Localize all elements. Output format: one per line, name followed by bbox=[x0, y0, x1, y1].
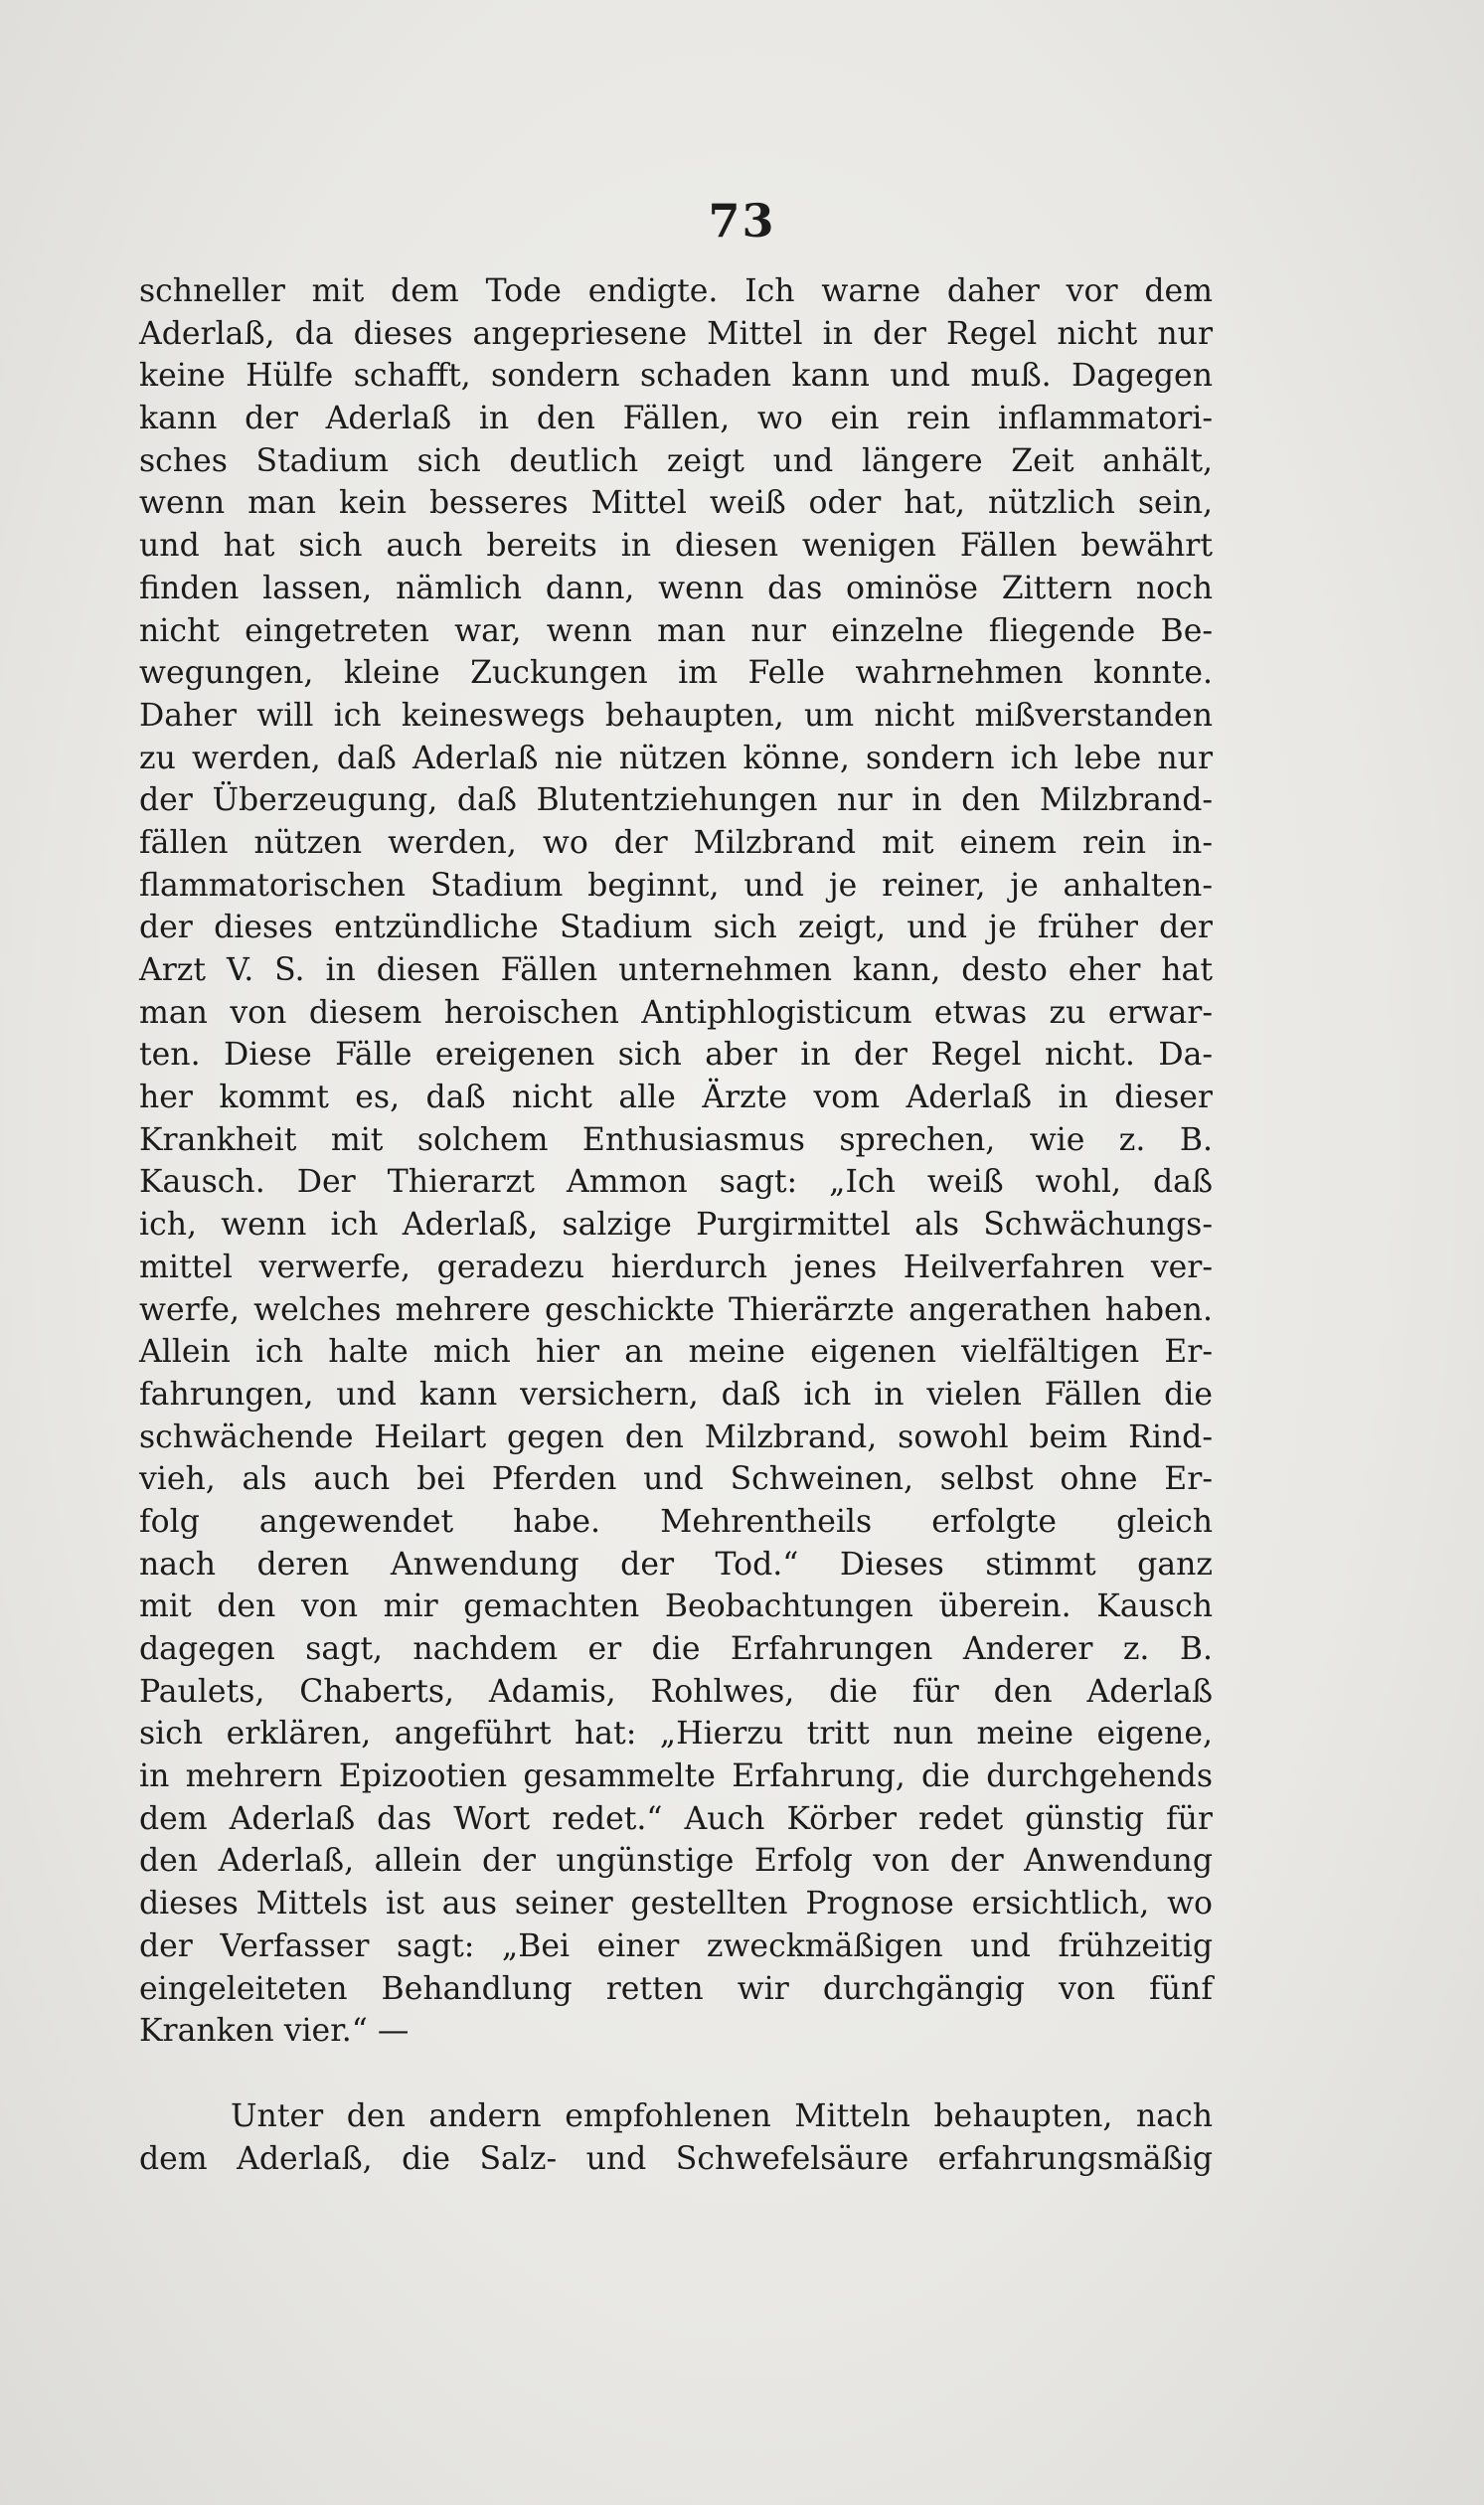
text-line: schneller mit dem Tode endigte. Ich warne daher vor dem bbox=[139, 273, 1213, 309]
text-line: her kommt es, daß nicht alle Ärzte vom Aderlaß in dieser bbox=[139, 1080, 1213, 1116]
text-line: finden lassen, nämlich dann, wenn das ominöse Zittern noch bbox=[139, 570, 1213, 606]
paragraph-gap bbox=[139, 2053, 1213, 2095]
paragraph-2 bbox=[139, 2095, 1213, 2180]
text-line: den Aderlaß, allein der ungünstige Erfolg von der Anwendung bbox=[139, 1843, 1213, 1880]
text-line: sich erklären, angeführt hat: „Hierzu tritt nun meine eigene, bbox=[139, 1716, 1213, 1753]
text-line: Daher will ich keineswegs behaupten, um nicht mißverstanden bbox=[139, 697, 1213, 734]
text-line: Allein ich halte mich hier an meine eigenen vielfältigen Er- bbox=[139, 1334, 1213, 1371]
text-line: der Verfasser sagt: „Bei einer zweckmäßigen und frühzeitig bbox=[139, 1927, 1213, 1964]
text-line: nach deren Anwendung der Tod.“ Dieses stimmt ganz bbox=[139, 1546, 1213, 1583]
text-line: Paulets, Chaberts, Adamis, Rohlwes, die für den Aderlaß bbox=[139, 1673, 1213, 1710]
page-number: 73 bbox=[708, 194, 776, 248]
text-line: dagegen sagt, nachdem er die Erfahrungen Anderer z. B. bbox=[139, 1631, 1213, 1667]
text-line: flammatorischen Stadium beginnt, und je reiner, je anhalten- bbox=[139, 867, 1213, 904]
text-line: Kausch. Der Thierarzt Ammon sagt: „Ich weiß wohl, daß bbox=[139, 1164, 1213, 1201]
text-line: nicht eingetreten war, wenn man nur einzelne fliegende Be- bbox=[139, 612, 1213, 649]
text-line: wegungen, kleine Zuckungen im Felle wahrnehmen konnte. bbox=[139, 655, 1213, 692]
text-line: folg angewendet habe. Mehrentheils erfolgte gleich bbox=[139, 1503, 1213, 1540]
text-line: eingeleiteten Behandlung retten wir durchgängig von fünf bbox=[139, 1970, 1213, 2007]
text-line: ten. Diese Fälle ereigenen sich aber in der Regel nicht. Da- bbox=[139, 1037, 1213, 1074]
text-line: schwächende Heilart gegen den Milzbrand, sowohl beim Rind- bbox=[139, 1419, 1213, 1455]
text-line: dieses Mittels ist aus seiner gestellten Prognose ersichtlich, wo bbox=[139, 1886, 1213, 1922]
text-line: wenn man kein besseres Mittel weiß oder hat, nützlich sein, bbox=[139, 485, 1213, 522]
text-line: der Überzeugung, daß Blutentziehungen nur in den Milzbrand- bbox=[139, 782, 1213, 819]
text-line: man von diesem heroischen Antiphlogisticum etwas zu erwar- bbox=[139, 994, 1213, 1031]
text-line: kann der Aderlaß in den Fällen, wo ein rein inflammatori- bbox=[139, 401, 1213, 437]
text-line: Krankheit mit solchem Enthusiasmus sprechen, wie z. B. bbox=[139, 1121, 1213, 1158]
text-line: mittel verwerfe, geradezu hierdurch jenes Heilverfahren ver- bbox=[139, 1249, 1213, 1285]
text-line: vieh, als auch bei Pferden und Schweinen, selbst ohne Er- bbox=[139, 1461, 1213, 1498]
text-line: und hat sich auch bereits in diesen wenigen Fällen bewährt bbox=[139, 528, 1213, 565]
text-line: Unter den andern empfohlenen Mitteln behaupten, nach bbox=[231, 2097, 1213, 2134]
text-line: Kranken vier.“ — bbox=[139, 2013, 410, 2050]
text-line: fahrungen, und kann versichern, daß ich in vielen Fällen die bbox=[139, 1376, 1213, 1413]
text-line: mit den von mir gemachten Beobachtungen überein. Kausch bbox=[139, 1588, 1213, 1625]
text-line: der dieses entzündliche Stadium sich zeigt, und je früher der bbox=[139, 910, 1213, 946]
paragraph-1 bbox=[139, 270, 1213, 2053]
text-line: werfe, welches mehrere geschickte Thierärzte angerathen haben. bbox=[139, 1291, 1213, 1328]
text-line: dem Aderlaß das Wort redet.“ Auch Körber redet günstig für bbox=[139, 1800, 1213, 1837]
body-text bbox=[139, 270, 1213, 2180]
text-line: keine Hülfe schafft, sondern schaden kann und muß. Dagegen bbox=[139, 358, 1213, 395]
text-line: zu werden, daß Aderlaß nie nützen könne, sondern ich lebe nur bbox=[139, 740, 1213, 776]
text-line: Aderlaß, da dieses angepriesene Mittel in der Regel nicht nur bbox=[139, 315, 1213, 352]
text-line: fällen nützen werden, wo der Milzbrand mit einem rein in- bbox=[139, 824, 1213, 861]
text-line: ich, wenn ich Aderlaß, salzige Purgirmittel als Schwächungs- bbox=[139, 1207, 1213, 1244]
text-line: Arzt V. S. in diesen Fällen unternehmen kann, desto eher hat bbox=[139, 952, 1213, 988]
text-line: sches Stadium sich deutlich zeigt und längere Zeit anhält, bbox=[139, 442, 1213, 479]
text-line: dem Aderlaß, die Salz- und Schwefelsäure erfahrungsmäßig bbox=[139, 2140, 1213, 2177]
text-line: in mehrern Epizootien gesammelte Erfahrung, die durchgehends bbox=[139, 1758, 1213, 1795]
